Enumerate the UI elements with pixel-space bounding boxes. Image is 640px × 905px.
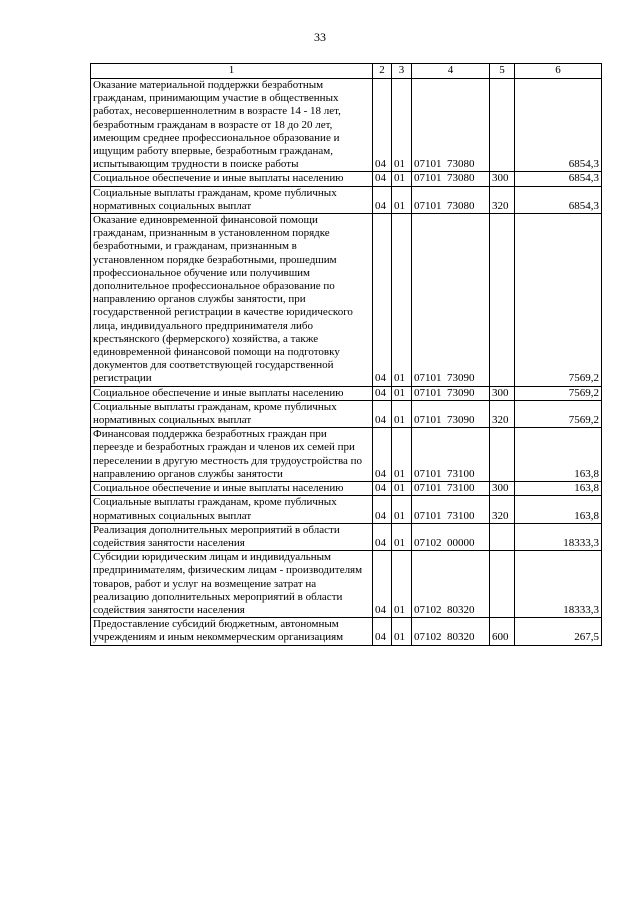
table-row — [91, 172, 602, 186]
name-cell: Субсидии юридическим лицам и индивидуальным предпринимателям, физическим лицам - производителям товаров, работ и услуг на возмещение затрат на реализацию дополнительных мероприятий в области содействия занятости населения — [91, 551, 373, 618]
prz-cell: 01 — [392, 214, 412, 387]
prz-cell: 01 — [392, 523, 412, 550]
sum-cell: 7569,2 — [515, 214, 602, 387]
sum-cell: 163,8 — [515, 496, 602, 523]
prz-cell: 01 — [392, 618, 412, 645]
name-cell: Социальное обеспечение и иные выплаты населению — [91, 172, 373, 186]
table-row — [91, 482, 602, 496]
prz-cell: 01 — [392, 186, 412, 213]
vr-cell: 300 — [490, 386, 515, 400]
prz-cell: 01 — [392, 386, 412, 400]
rz-cell: 04 — [373, 214, 392, 387]
name-cell: Предоставление субсидий бюджетным, автономным учреждениям и иным некоммерческим организациям — [91, 618, 373, 645]
sum-cell: 6854,3 — [515, 186, 602, 213]
csr-cell: 07101 73100 — [412, 496, 490, 523]
csr-cell: 07101 73080 — [412, 186, 490, 213]
header-col-2: 2 — [373, 64, 392, 79]
table-row — [91, 400, 602, 427]
sum-cell: 267,5 — [515, 618, 602, 645]
csr-cell: 07101 73090 — [412, 386, 490, 400]
rz-cell: 04 — [373, 428, 392, 482]
prz-cell: 01 — [392, 172, 412, 186]
table-row — [91, 523, 602, 550]
name-cell: Оказание материальной поддержки безработным гражданам, принимающим участие в общественных работах, несовершеннолетним в возрасте 14 - 18 лет, безработным гражданам в возрасте от 18 до 20 лет, имеющим среднее профессиональное образование и ищущим работу впервые, безработным гражданам, испытывающим трудности в поиске работы — [91, 79, 373, 172]
prz-cell: 01 — [392, 79, 412, 172]
rz-cell: 04 — [373, 386, 392, 400]
vr-cell: 320 — [490, 400, 515, 427]
vr-cell: 320 — [490, 496, 515, 523]
sum-cell: 18333,3 — [515, 523, 602, 550]
rz-cell: 04 — [373, 400, 392, 427]
sum-cell: 7569,2 — [515, 400, 602, 427]
csr-cell: 07101 73090 — [412, 400, 490, 427]
vr-cell: 300 — [490, 172, 515, 186]
name-cell: Оказание единовременной финансовой помощи гражданам, признанным в установленном порядке безработными, и гражданам, признанным в установленном порядке безработными, прошедшим профессиональное обучение или получившим дополнительное профессиональное образование по направлению органов службы занятости, при государственной регистрации в качестве юридического лица, индивидуального предпринимателя либо крестьянского (фермерского) хозяйства, а также единовременной финансовой помощи на подготовку документов для соответствующей государственной регистрации — [91, 214, 373, 387]
vr-cell: 320 — [490, 186, 515, 213]
header-col-4: 4 — [412, 64, 490, 79]
vr-cell — [490, 428, 515, 482]
rz-cell: 04 — [373, 618, 392, 645]
rz-cell: 04 — [373, 482, 392, 496]
budget-table — [90, 63, 602, 646]
table-body — [91, 79, 602, 646]
header-col-1: 1 — [91, 64, 373, 79]
prz-cell: 01 — [392, 482, 412, 496]
header-row — [91, 64, 602, 79]
page-number: 33 — [314, 30, 326, 44]
table-row — [91, 618, 602, 645]
prz-cell: 01 — [392, 496, 412, 523]
table-row — [91, 214, 602, 387]
vr-cell: 600 — [490, 618, 515, 645]
table-row — [91, 551, 602, 618]
table-row — [91, 186, 602, 213]
name-cell: Социальные выплаты гражданам, кроме публичных нормативных социальных выплат — [91, 496, 373, 523]
name-cell: Реализация дополнительных мероприятий в области содействия занятости населения — [91, 523, 373, 550]
sum-cell: 163,8 — [515, 482, 602, 496]
table-row — [91, 386, 602, 400]
table-row — [91, 79, 602, 172]
rz-cell: 04 — [373, 496, 392, 523]
vr-cell — [490, 79, 515, 172]
csr-cell: 07102 80320 — [412, 551, 490, 618]
header-col-3: 3 — [392, 64, 412, 79]
vr-cell — [490, 214, 515, 387]
csr-cell: 07102 80320 — [412, 618, 490, 645]
vr-cell: 300 — [490, 482, 515, 496]
sum-cell: 163,8 — [515, 428, 602, 482]
rz-cell: 04 — [373, 186, 392, 213]
name-cell: Социальные выплаты гражданам, кроме публичных нормативных социальных выплат — [91, 186, 373, 213]
csr-cell: 07101 73090 — [412, 214, 490, 387]
csr-cell: 07101 73100 — [412, 482, 490, 496]
csr-cell: 07101 73100 — [412, 428, 490, 482]
prz-cell: 01 — [392, 400, 412, 427]
prz-cell: 01 — [392, 428, 412, 482]
csr-cell: 07101 73080 — [412, 79, 490, 172]
rz-cell: 04 — [373, 172, 392, 186]
sum-cell: 6854,3 — [515, 79, 602, 172]
vr-cell — [490, 523, 515, 550]
name-cell: Социальное обеспечение и иные выплаты населению — [91, 386, 373, 400]
sum-cell: 6854,3 — [515, 172, 602, 186]
csr-cell: 07102 00000 — [412, 523, 490, 550]
header-col-6: 6 — [515, 64, 602, 79]
header-col-5: 5 — [490, 64, 515, 79]
sum-cell: 7569,2 — [515, 386, 602, 400]
rz-cell: 04 — [373, 523, 392, 550]
name-cell: Финансовая поддержка безработных граждан при переезде и безработных граждан и членов их семей при переселении в другую местность для трудоустройства по направлению органов службы занятости — [91, 428, 373, 482]
sum-cell: 18333,3 — [515, 551, 602, 618]
rz-cell: 04 — [373, 79, 392, 172]
csr-cell: 07101 73080 — [412, 172, 490, 186]
table-row — [91, 428, 602, 482]
vr-cell — [490, 551, 515, 618]
name-cell: Социальные выплаты гражданам, кроме публичных нормативных социальных выплат — [91, 400, 373, 427]
table-row — [91, 496, 602, 523]
prz-cell: 01 — [392, 551, 412, 618]
name-cell: Социальное обеспечение и иные выплаты населению — [91, 482, 373, 496]
rz-cell: 04 — [373, 551, 392, 618]
